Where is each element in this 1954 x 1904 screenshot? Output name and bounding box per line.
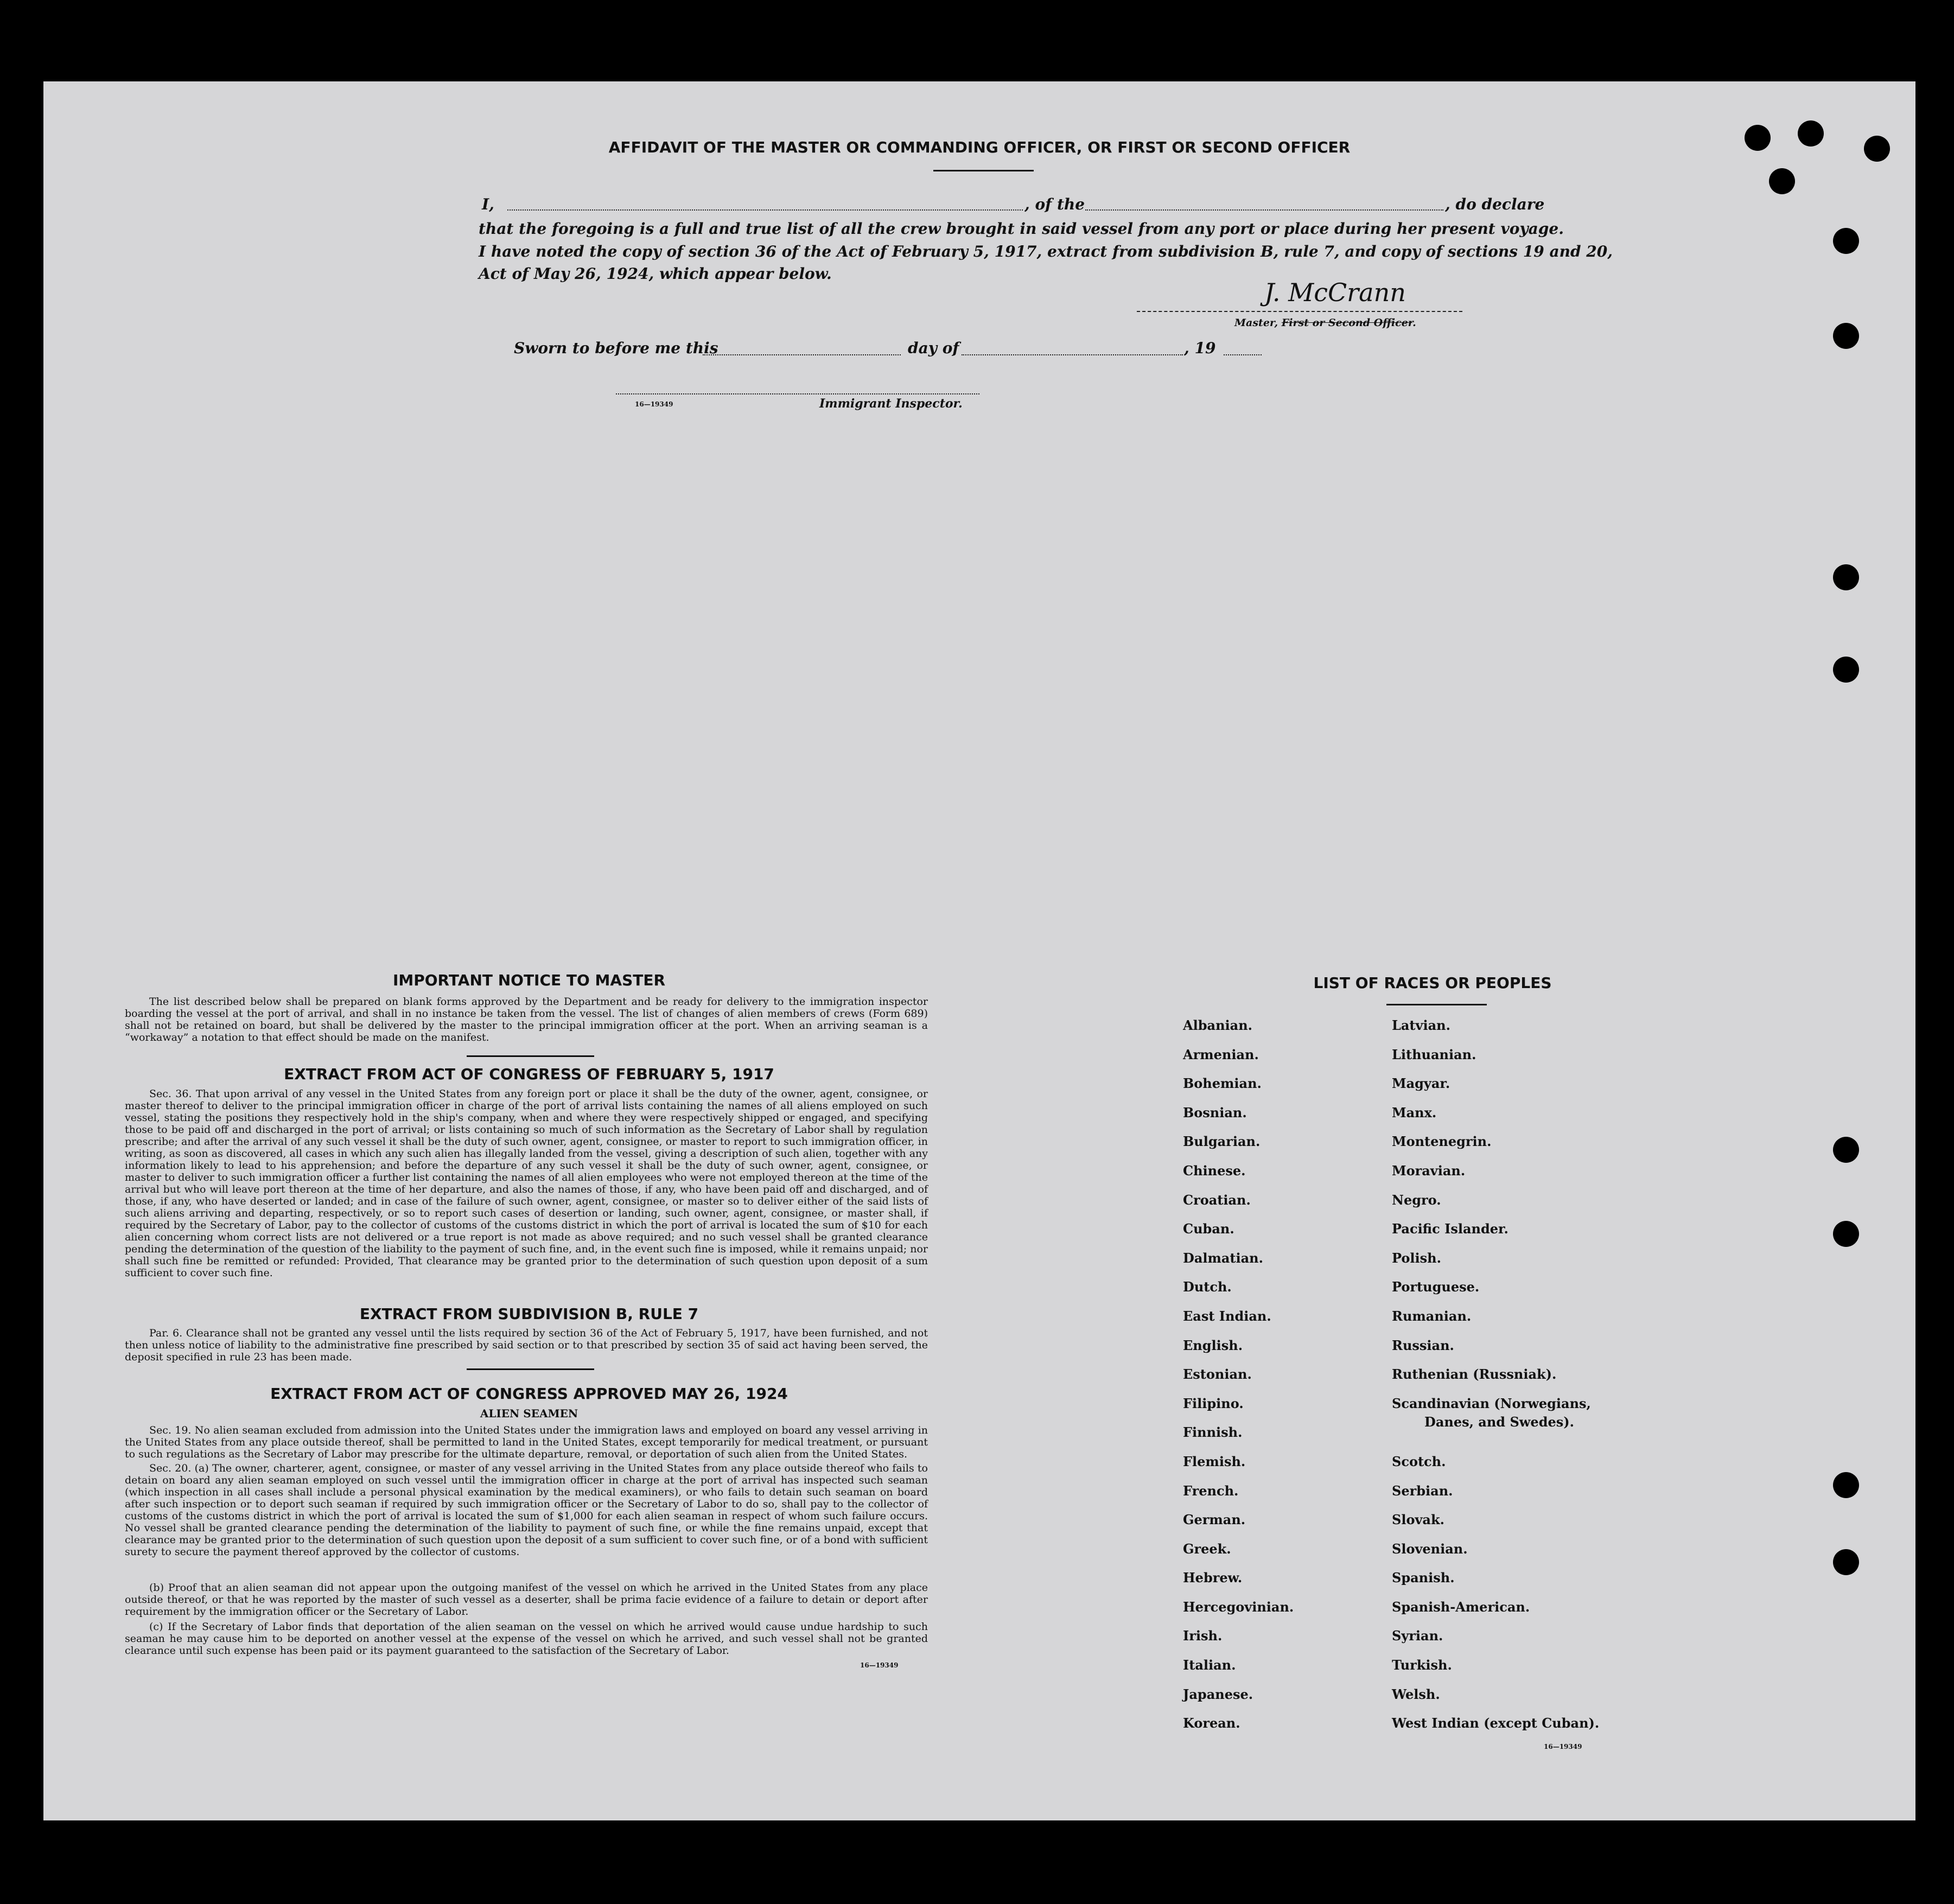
race-item: Dalmatian.	[1183, 1250, 1263, 1266]
race-item: Chinese.	[1183, 1162, 1246, 1179]
race-item: Syrian.	[1392, 1628, 1443, 1644]
race-item: Welsh.	[1392, 1686, 1440, 1702]
binder-hole	[1833, 1221, 1859, 1247]
binder-hole	[1833, 1472, 1859, 1498]
binder-hole	[1833, 657, 1859, 683]
race-item: Flemish.	[1183, 1453, 1246, 1469]
sec20b-text: (b) Proof that an alien seaman did not appear upon the outgoing manifest of the vessel on which he arrived in the United States from any place outside thereof, or that he was reported by the master of such vessel as a deserter, shall be prima facie evidence of a failure to detain or deport after requirement by the immigration officer or the Secretary of Labor.	[125, 1582, 928, 1618]
race-item: Estonian.	[1183, 1366, 1252, 1383]
year-label: , 19	[1184, 339, 1216, 357]
race-item: Montenegrin.	[1392, 1134, 1492, 1150]
race-item: Bohemian.	[1183, 1075, 1262, 1092]
binder-hole	[1833, 323, 1859, 349]
race-item: Portuguese.	[1392, 1279, 1480, 1295]
notice-text: The list described below shall be prepared on blank forms approved by the Department and be ready for delivery to the immigration inspector boarding the vessel at the port of arrival, and shall in no instance be taken from the vessel. The list of changes of alien members of crews (Form 689) shall not be retained on board, but shall be delivered by the master to the principal immigration officer at the port. When an arriving seaman is a “workaway” a notation to that effect should be made on the manifest.	[125, 996, 928, 1043]
race-item: Moravian.	[1392, 1162, 1466, 1179]
binder-hole	[1769, 168, 1795, 194]
extract-form-number: 16—19349	[860, 1661, 899, 1669]
rule7-text: Par. 6. Clearance shall not be granted any vessel until the lists required by section 36 of the Act of February 5, 1917, have been furnished, and not then unless notice of liability to the administrative fine prescribed by said section or to that prescribed by section 35 of said act having been served, the deposit specified in rule 23 has been made.	[125, 1327, 928, 1363]
race-item: Bosnian.	[1183, 1104, 1247, 1120]
extract1924-title: EXTRACT FROM ACT OF CONGRESS APPROVED MAY 26, 1924	[270, 1385, 788, 1403]
rule-1	[467, 1055, 594, 1057]
race-item: Lithuanian.	[1392, 1046, 1476, 1062]
races-rule	[1386, 1004, 1487, 1005]
binder-hole	[1864, 136, 1890, 162]
signature: J. McCrann	[1264, 278, 1406, 307]
race-item: Polish.	[1392, 1250, 1441, 1266]
race-item: Hebrew.	[1183, 1570, 1243, 1586]
race-item: Croatian.	[1183, 1192, 1251, 1208]
race-item: Rumanian.	[1392, 1308, 1472, 1324]
race-item: Slovenian.	[1392, 1540, 1468, 1557]
affidavit-line2: that the foregoing is a full and true list of all the crew brought in said vessel from any port or place during her present voyage.	[479, 220, 1564, 238]
race-item: Albanian.	[1183, 1017, 1252, 1033]
race-item: Latvian.	[1392, 1017, 1450, 1033]
race-item: Slovak.	[1392, 1512, 1444, 1528]
rule-2	[467, 1368, 594, 1370]
race-item: Finnish.	[1183, 1424, 1243, 1441]
race-item: Scandinavian (Norwegians,	[1392, 1395, 1591, 1411]
vessel-blank	[1085, 209, 1443, 211]
races-form-number: 16—19349	[1544, 1743, 1582, 1750]
race-item: Pacific Islander.	[1392, 1221, 1509, 1237]
race-item: Japanese.	[1183, 1686, 1253, 1702]
race-item: Spanish.	[1392, 1570, 1455, 1586]
sec20a-text: Sec. 20. (a) The owner, charterer, agent, consignee, or master of any vessel arriving in the United States from any place outside thereof who fails to detain on board any alien seaman employed on such vessel until the immigration officer in charge at the port of arrival has inspected such seaman (which inspection in all cases shall include a personal physical examination by the medical examiners), or who fails to detain such seaman on board after such inspection or to deport such seaman if required by such immigration officer or the Secretary of Labor to do so, shall pay to the collector of customs of the customs district in which the port of arrival is located the sum of $1,000 for each alien seaman in respect of whom such failure occurs. No vessel shall be granted clearance pending the determination of the liability to payment of such fine, or while the fine remains unpaid, except that clearance may be granted prior to the determination of such question upon the deposit of a sum sufficient to cover such fine, or of a bond with sufficient surety to secure the payment thereof approved by the collector of customs.	[125, 1462, 928, 1558]
binder-hole	[1833, 564, 1859, 590]
race-item: Armenian.	[1183, 1046, 1259, 1062]
signature-line	[1137, 311, 1462, 312]
extract1917-text: Sec. 36. That upon arrival of any vessel in the United States from any foreign port or place it shall be the duty of the owner, agent, consignee, or master thereof to deliver to the principal immigration officer in charge of the port of arrival lists containing the names of all aliens employed on such vessel, stating the positions they respectively hold in the ship's company, when and where they were respectively shipped or engaged, and specifying those to be paid off and discharged in the port of arrival; or lists containing so much of such information as the Secretary of Labor shall by regulation prescribe; and after the arrival of any such vessel it shall be the duty of such owner, agent, consignee, or master to report to such immigration officer, in writing, as soon as discovered, all cases in which any such alien has illegally landed from the vessel, giving a description of such alien, together with any information likely to lead to his apprehension; and before the departure of any such vessel it shall be the duty of such owner, agent, consignee, or master to deliver to such immigration officer a further list containing the names of all alien employees who were not employed thereon at the time of the arrival but who will leave port thereon at the time of her departure, and also the names of those, if any, who have been paid off and discharged, and of those, if any, who have deserted or landed; and in case of the failure of such owner, agent, consignee, or master so to deliver either of the said lists of such aliens arriving and departing, respectively, or so to report such cases of desertion or landing, such owner, agent, consignee, or master shall, if required by the Secretary of Labor, pay to the collector of customs of the customs district in which the port of arrival is located the sum of $10 for each alien concerning whom correct lists are not delivered or a true report is not made as above required; and no such vessel shall be granted clearance pending the determination of the question of the liability to the payment of such fine, and, in the event such fine is imposed, while it remains unpaid; nor shall such fine be remitted or refunded: Provided, That clearance may be granted prior to the determination of such question upon deposit of a sum sufficient to cover such fine.	[125, 1088, 928, 1279]
affidavit-line4: Act of May 26, 1924, which appear below.	[479, 265, 832, 283]
sworn-label: Sworn to before me this	[514, 339, 718, 357]
race-item: English.	[1183, 1337, 1243, 1353]
race-item: East Indian.	[1183, 1308, 1271, 1324]
name-blank	[507, 209, 1023, 211]
day-of-label: day of	[908, 339, 959, 357]
sec20c-text: (c) If the Secretary of Labor finds that deportation of the alien seaman on the vessel on which he arrived would cause undue hardship to such seaman he may cause him to be deported on another vessel at the expense of the vessel on which he arrived, and such vessel shall not be granted clearance until such expense has been paid or its payment guaranteed to the satisfaction of the Secretary of Labor.	[125, 1621, 928, 1657]
race-item: French.	[1183, 1482, 1239, 1499]
race-item: Bulgarian.	[1183, 1134, 1261, 1150]
race-item: Serbian.	[1392, 1482, 1453, 1499]
race-item: Cuban.	[1183, 1221, 1234, 1237]
binder-hole	[1798, 120, 1824, 147]
race-item: Russian.	[1392, 1337, 1454, 1353]
races-right-list	[1392, 1017, 1599, 1744]
sworn-day-blank	[703, 354, 901, 355]
race-item: German.	[1183, 1512, 1246, 1528]
document-sheet	[43, 81, 1915, 1820]
affidavit-of: , of the	[1024, 195, 1085, 213]
affidavit-title: AFFIDAVIT OF THE MASTER OR COMMANDING OFFICER, OR FIRST OR SECOND OFFICER	[608, 138, 1351, 156]
race-item: Ruthenian (Russniak).	[1392, 1366, 1557, 1383]
race-item: Danes, and Swedes).	[1424, 1413, 1574, 1430]
race-item: Hercegovinian.	[1183, 1599, 1294, 1615]
race-item: Negro.	[1392, 1192, 1441, 1208]
race-item: Filipino.	[1183, 1395, 1244, 1411]
race-item: Magyar.	[1392, 1075, 1450, 1092]
race-item: Italian.	[1183, 1657, 1236, 1673]
sworn-month-blank	[962, 354, 1183, 355]
signer-title: Master, First or Second Officer.	[1234, 317, 1416, 329]
year-blank	[1224, 354, 1262, 355]
race-item: Spanish-American.	[1392, 1599, 1530, 1615]
races-title: LIST OF RACES OR PEOPLES	[1313, 974, 1552, 992]
race-item: Korean.	[1183, 1715, 1240, 1731]
race-item: Manx.	[1392, 1104, 1437, 1120]
binder-hole	[1833, 1549, 1859, 1575]
race-item: Scotch.	[1392, 1453, 1446, 1469]
binder-hole	[1833, 228, 1859, 254]
title-rule	[933, 170, 1034, 171]
alien-seamen-subtitle: ALIEN SEAMEN	[480, 1407, 578, 1420]
races-left-list	[1183, 1017, 1294, 1744]
race-item: Irish.	[1183, 1628, 1223, 1644]
race-item: West Indian (except Cuban).	[1392, 1715, 1600, 1731]
affidavit-i: I,	[482, 195, 494, 213]
race-item: Turkish.	[1392, 1657, 1452, 1673]
inspector-label: Immigrant Inspector.	[819, 397, 963, 411]
race-item: Dutch.	[1183, 1279, 1232, 1295]
sec19-text: Sec. 19. No alien seaman excluded from admission into the United States under the immigration laws and employed on board any vessel arriving in the United States from any place outside thereof, shall be permitted to land in the United States, except temporarily for medical treatment, or pursuant to such regulations as the Secretary of Labor may prescribe for the ultimate departure, removal, or deportation of such alien from the United States.	[125, 1424, 928, 1460]
affidavit-line3: I have noted the copy of section 36 of the Act of February 5, 1917, extract from subdivision B, rule 7, and copy of sections 19 and 20,	[479, 243, 1613, 260]
binder-hole	[1745, 125, 1771, 151]
inspector-line	[616, 393, 979, 394]
race-item: Greek.	[1183, 1540, 1231, 1557]
binder-hole	[1833, 1137, 1859, 1163]
notice-title: IMPORTANT NOTICE TO MASTER	[392, 971, 666, 989]
affidavit-form-number: 16—19349	[635, 400, 673, 408]
extract1917-title: EXTRACT FROM ACT OF CONGRESS OF FEBRUARY 5, 1917	[284, 1065, 774, 1083]
affidavit-declare: , do declare	[1445, 195, 1545, 213]
rule7-title: EXTRACT FROM SUBDIVISION B, RULE 7	[359, 1305, 699, 1323]
